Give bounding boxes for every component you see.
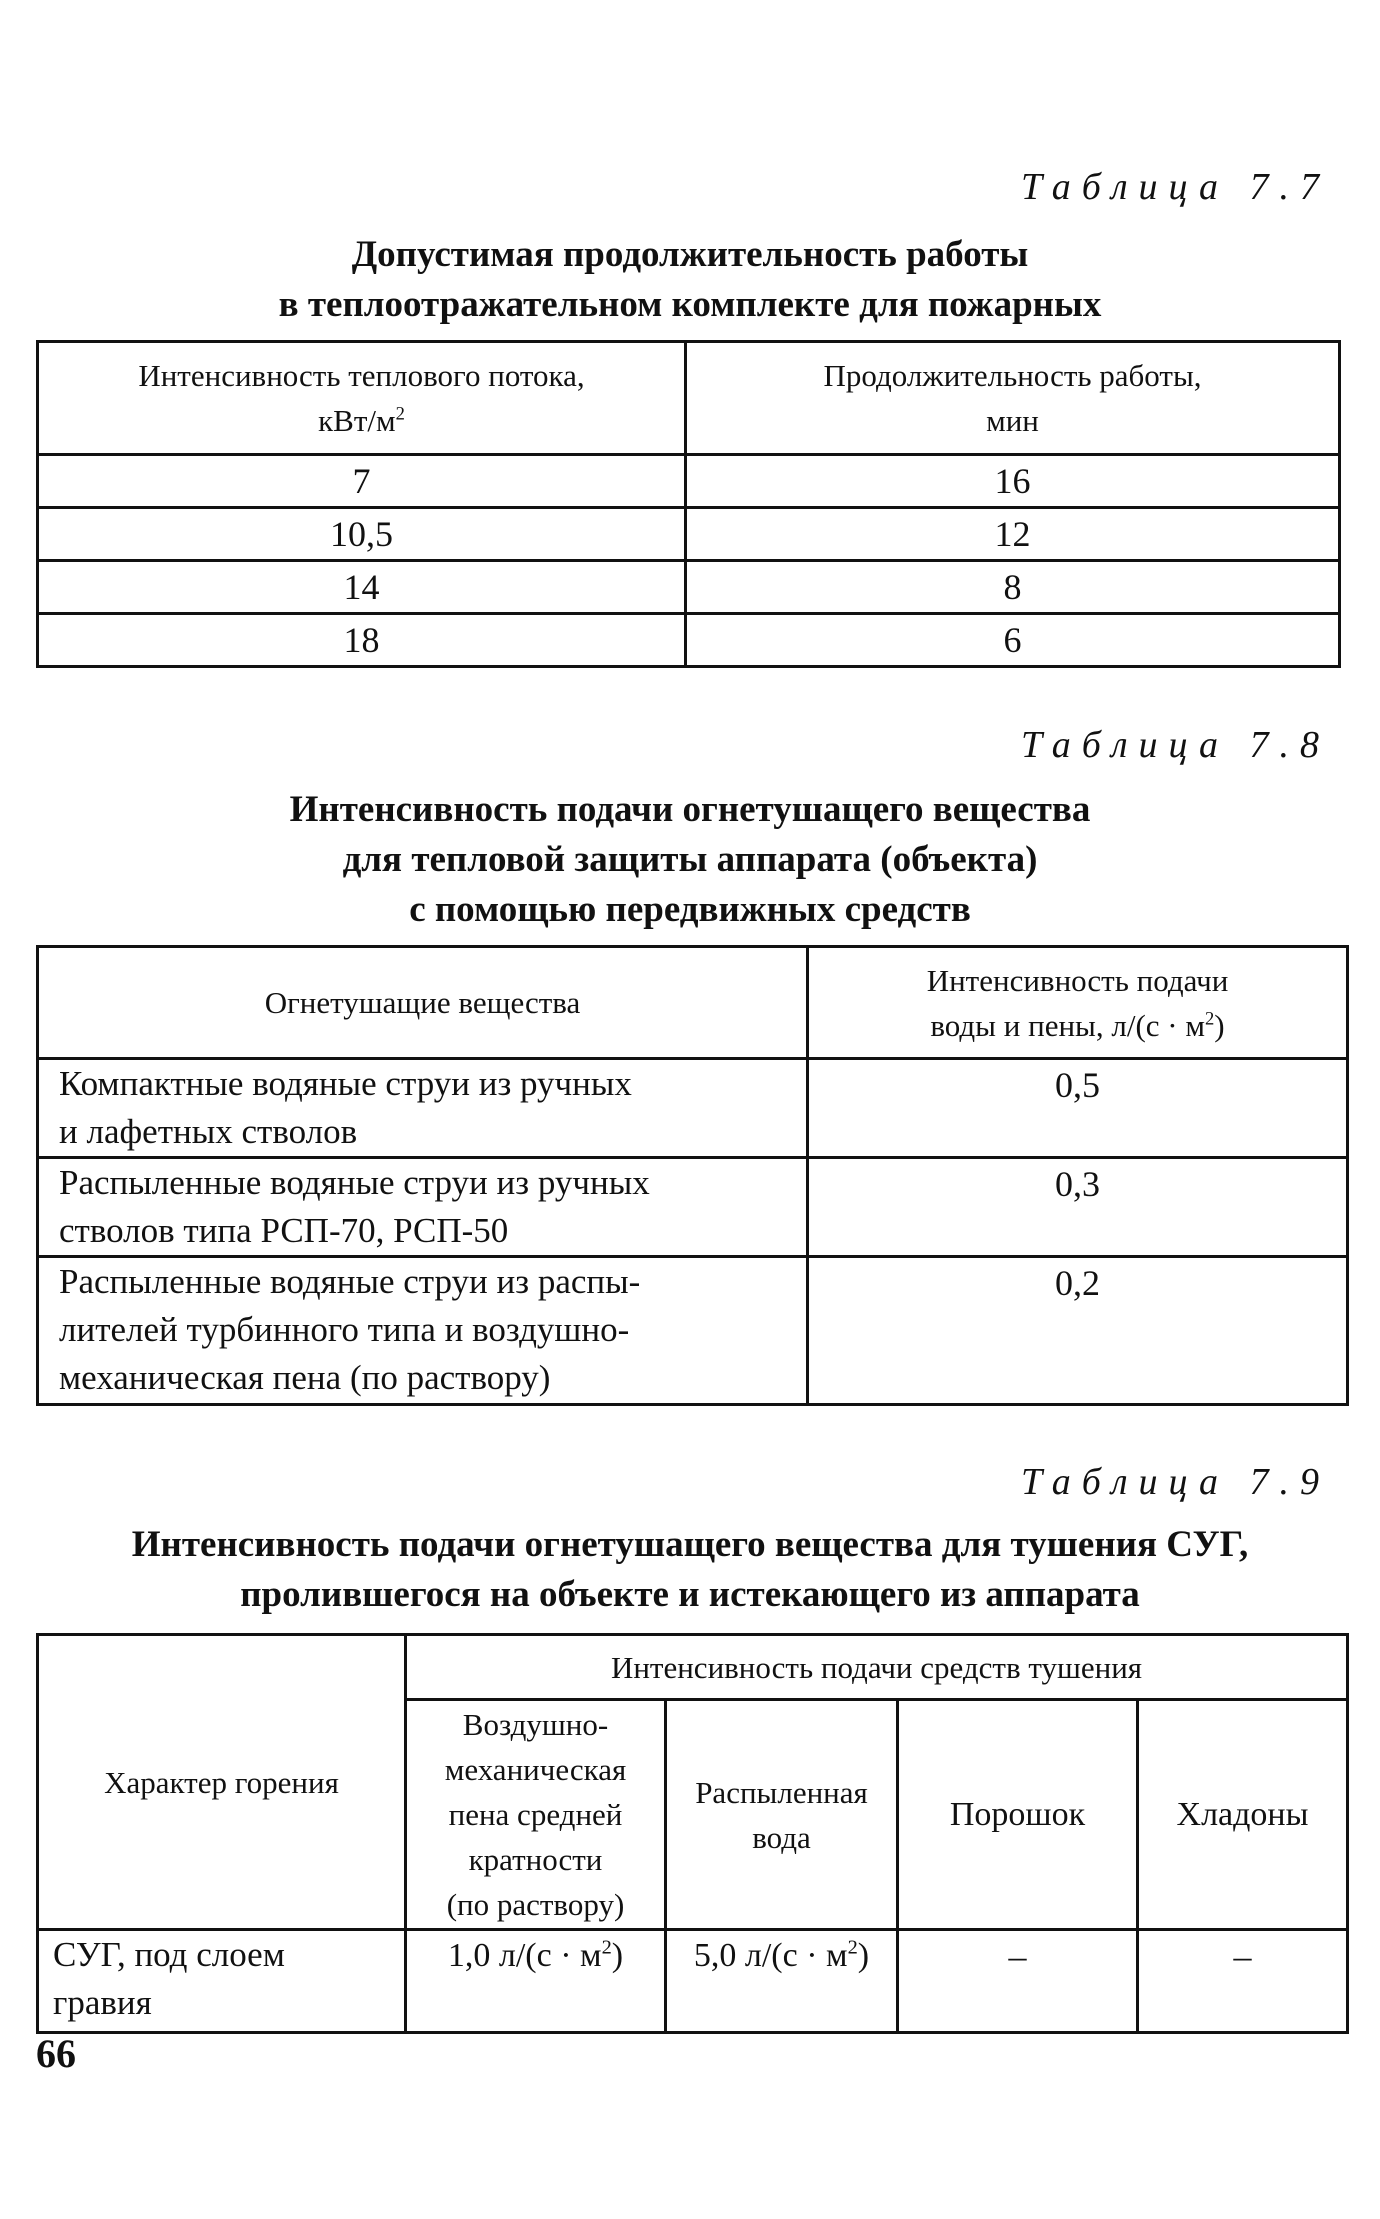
- table-7-9-title-line1: Интенсивность подачи огнетушащего вещества для тушения СУГ,: [131, 1524, 1249, 1565]
- table-7-8-title-line3: с помощью передвижных средств: [409, 889, 971, 930]
- table-7-7-col2-header: Продолжительность работы, мин: [686, 342, 1340, 455]
- table-row: СУГ, под слоем гравия 1,0 $л/(с \cdot м^2)$ 5,0 $л/(с \cdot м^2)$ – –: [38, 1930, 1348, 2033]
- table-7-9-halon-header: Хладоны: [1138, 1700, 1348, 1930]
- table-7-8-title-line1: Интенсивность подачи огнетушащего вещества: [289, 789, 1091, 830]
- table-row: Распыленные водяные струи из распы- лителей турбинного типа и воздушно- механическая пена (по раствору) 0,2: [38, 1257, 1348, 1405]
- table-row: 14 8: [38, 561, 1340, 614]
- table-7-8-col1-header: Огнетушащие вещества: [38, 947, 808, 1059]
- table-7-7-title: [0, 230, 1380, 330]
- table-row: Компактные водяные струи из ручных и лафетных стволов 0,5: [38, 1059, 1348, 1158]
- table-7-9-powder-header: Порошок: [898, 1700, 1138, 1930]
- table-7-8-title: [0, 785, 1380, 935]
- table-7-8: [36, 945, 1349, 1406]
- table-7-9-col1-header: Характер горения: [38, 1635, 406, 1930]
- page-number: 66: [36, 2031, 76, 2076]
- table-7-7-title-line2: в теплоотражательном комплекте для пожарных: [278, 284, 1102, 325]
- table-7-9-foam-header: Воздушно- механическая пена средней кратности (по раствору): [406, 1700, 666, 1930]
- table-7-7-title-line1: Допустимая продолжительность работы: [351, 234, 1029, 275]
- table-7-8-label: Таблица 7.8: [1021, 724, 1330, 766]
- table-7-9-label: Таблица 7.9: [1021, 1461, 1330, 1503]
- table-row: 18 6: [38, 614, 1340, 667]
- table-7-9-title-line2: пролившегося на объекте и истекающего из аппарата: [240, 1574, 1140, 1615]
- table-row: 10,5 12: [38, 508, 1340, 561]
- table-7-7: [36, 340, 1341, 668]
- table-7-9-water-header: Распыленная вода: [666, 1700, 898, 1930]
- table-7-9-group-header: Интенсивность подачи средств тушения: [406, 1635, 1348, 1700]
- table-7-9: [36, 1633, 1349, 2034]
- table-row: Распыленные водяные струи из ручных стволов типа РСП-70, РСП-50 0,3: [38, 1158, 1348, 1257]
- table-row: 7 16: [38, 455, 1340, 508]
- table-7-7-label: Таблица 7.7: [1021, 166, 1330, 208]
- table-7-7-col1-header: Интенсивность теплового потока, кВт/$м^2$: [38, 342, 686, 455]
- table-7-8-title-line2: для тепловой защиты аппарата (объекта): [342, 839, 1038, 880]
- table-7-8-col2-header: Интенсивность подачи воды и пены, $л/(с \cdot м^2)$: [808, 947, 1348, 1059]
- table-7-9-title: [0, 1520, 1380, 1620]
